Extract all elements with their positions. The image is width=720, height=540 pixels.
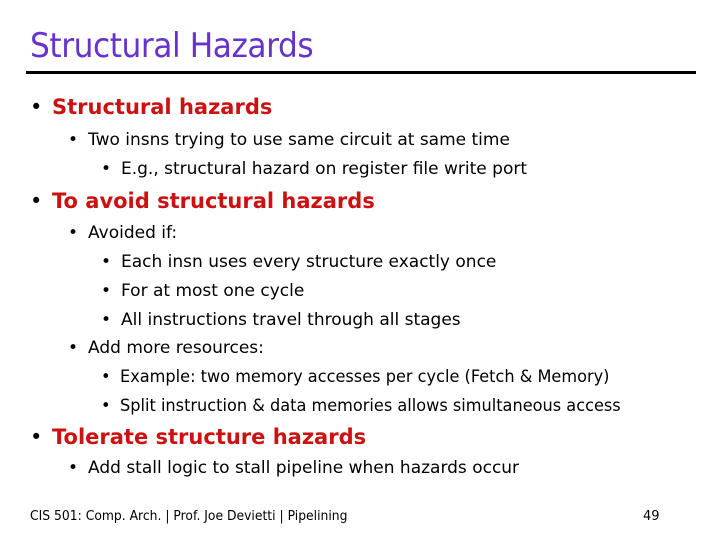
- bullet-text: Add more resources:: [88, 338, 264, 358]
- bullet-marker: •: [101, 159, 112, 179]
- bullet-text: To avoid structural hazards: [52, 189, 375, 213]
- bullet-text: Avoided if:: [88, 223, 178, 243]
- bullet-text: Structural hazards: [52, 95, 273, 119]
- bullet-marker: •: [68, 130, 79, 150]
- page-number: 49: [643, 509, 660, 524]
- bullet-text: All instructions travel through all stages: [121, 310, 461, 330]
- sub-bullet-add-resources: [68, 338, 264, 358]
- title-underline: [26, 71, 696, 74]
- bullet-text: Add stall logic to stall pipeline when hazards occur: [88, 458, 520, 478]
- bullet-text: Each insn uses every structure exactly once: [121, 252, 497, 272]
- bullet-marker: •: [101, 367, 111, 387]
- bullet-marker: •: [101, 396, 111, 416]
- bullet-marker: •: [68, 458, 79, 478]
- bullet-text: For at most one cycle: [121, 281, 305, 301]
- sub-bullet-stall-logic: [68, 458, 519, 478]
- sub-sub-bullet-all-stages: [101, 310, 461, 330]
- sub-bullet-two-insns: [68, 130, 510, 150]
- sub-sub-bullet-split-memories: [101, 396, 621, 416]
- bullet-marker: •: [101, 310, 112, 330]
- bullet-marker: •: [30, 425, 43, 449]
- bullet-marker: •: [68, 223, 79, 243]
- bullet-text: Example: two memory accesses per cycle (Fetch & Memory): [120, 367, 610, 387]
- sub-bullet-avoided-if: [68, 223, 177, 243]
- bullet-text: Tolerate structure hazards: [52, 425, 367, 449]
- bullet-text: Split instruction & data memories allows simultaneous access: [120, 396, 621, 416]
- sub-sub-bullet-each-insn: [101, 252, 496, 272]
- bullet-marker: •: [101, 252, 112, 272]
- bullet-text: E.g., structural hazard on register file write port: [121, 159, 527, 179]
- bullet-marker: •: [30, 189, 43, 213]
- bullet-marker: •: [30, 95, 43, 119]
- bullet-marker: •: [68, 338, 79, 358]
- slide-title: Structural Hazards: [30, 26, 314, 66]
- bullet-tolerate: [30, 425, 366, 449]
- bullet-marker: •: [101, 281, 112, 301]
- slide-footer: CIS 501: Comp. Arch. | Prof. Joe Devietti | Pipelining: [30, 509, 348, 524]
- bullet-text: Two insns trying to use same circuit at same time: [88, 130, 510, 150]
- sub-sub-bullet-one-cycle: [101, 281, 304, 301]
- sub-sub-bullet-example: [101, 367, 609, 387]
- bullet-to-avoid: [30, 189, 375, 213]
- sub-sub-bullet-register-file: [101, 159, 527, 179]
- bullet-structural-hazards: [30, 95, 272, 119]
